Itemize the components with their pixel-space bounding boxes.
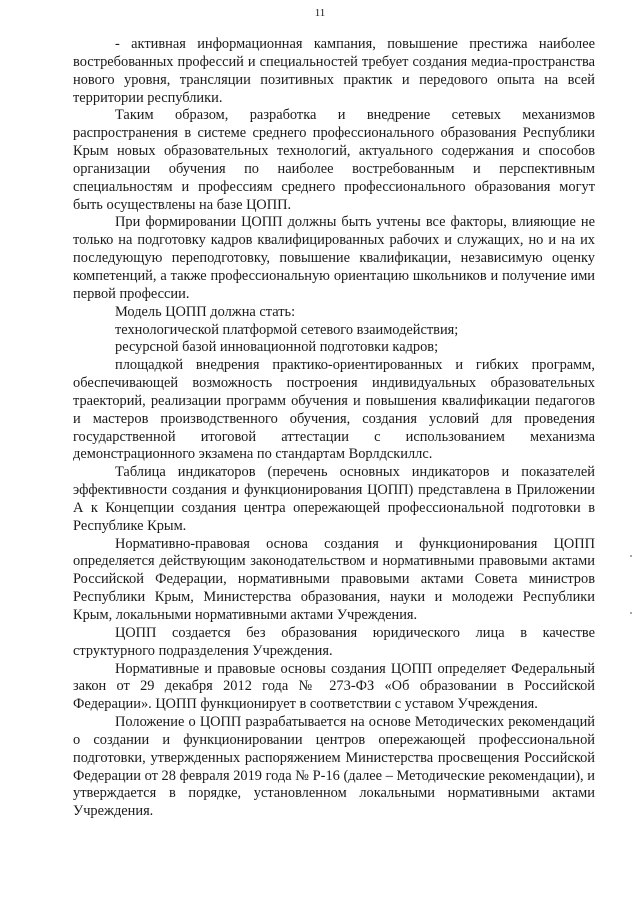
list-item-resource-base: ресурсной базой инновационной подготовки кадров; bbox=[115, 339, 439, 356]
list-item-tech-platform: технологической платформой сетевого взаимодействия; bbox=[115, 321, 459, 338]
paragraph-model-intro: Модель ЦОПП должна стать: bbox=[115, 303, 296, 320]
paragraph-network-mechanisms: Таким образом, разработка и внедрение сетевых механизмов распространения в системе среднего профессионального образования Республики Крым новых образовательных технологий, актуального содержания и способов организации обучения по наиболее востребованным и перспективным специальностям и профессиям среднего профессионального образования могут быть осуществлены на базе ЦОПП. bbox=[73, 107, 595, 213]
paragraph-factors: При формировании ЦОПП должны быть учтены все факторы, влияющие не только на подготовку кадров квалифицированных рабочих и служащих, но и на их последующую переподготовку, повышение квалификации, независимую оценку компетенций, а также профессиональную ориентацию школьников и получение ими первой профессии. bbox=[73, 214, 595, 302]
list-item-practice-platform: площадкой внедрения практико-ориентированных и гибких программ, обеспечивающей возможность построения индивидуальных образовательных траекторий, реализации программ обучения и повышения квалификации педагогов и мастеров производственного обучения, создания условий для проведения государственной итоговой аттестации с использованием механизма демонстрационного экзамена по стандартам Ворлдскиллс. bbox=[73, 357, 595, 463]
paragraph-federal-law: Нормативные и правовые основы создания ЦОПП определяет Федеральный закон от 29 декабря 2012 года № 273-ФЗ «Об образовании в Российской Федерации». ЦОПП функционирует в соответствии с уставом Учреждения. bbox=[73, 660, 595, 713]
document-body bbox=[73, 36, 595, 821]
scan-speck bbox=[630, 612, 632, 614]
paragraph-indicators-table: Таблица индикаторов (перечень основных индикаторов и показателей эффективности создания и функционирования ЦОПП) представлена в Приложении А к Концепции создания центра опережающей профессиональной подготовки в Республике Крым. bbox=[73, 464, 595, 534]
page-number: 11 bbox=[314, 7, 326, 19]
paragraph-information-campaign: - активная информационная кампания, повышение престижа наиболее востребованных профессий и специальностей требует создания медиа-пространства нового уровня, трансляции позитивных практик и передового опыта на всей территории республики. bbox=[73, 36, 595, 106]
scan-speck bbox=[630, 555, 632, 557]
paragraph-regulation: Положение о ЦОПП разрабатывается на основе Методических рекомендаций о создании и функционировании центров опережающей профессиональной подготовки, утвержденных распоряжением Министерства просвещения Российской Федерации от 28 февраля 2019 года № Р-16 (далее – Методические рекомендации), и утверждается в порядке, установленном локальными нормативными актами Учреждения. bbox=[73, 714, 595, 820]
paragraph-structural-unit: ЦОПП создается без образования юридического лица в качестве структурного подразделения Учреждения. bbox=[73, 624, 595, 659]
paragraph-legal-basis: Нормативно-правовая основа создания и функционирования ЦОПП определяется действующим законодательством и нормативными правовыми актами Российской Федерации, нормативными правовыми актами Совета министров Республики Крым, Министерства образования, науки и молодежи Республики Крым, локальными нормативными актами Учреждения. bbox=[73, 535, 595, 623]
